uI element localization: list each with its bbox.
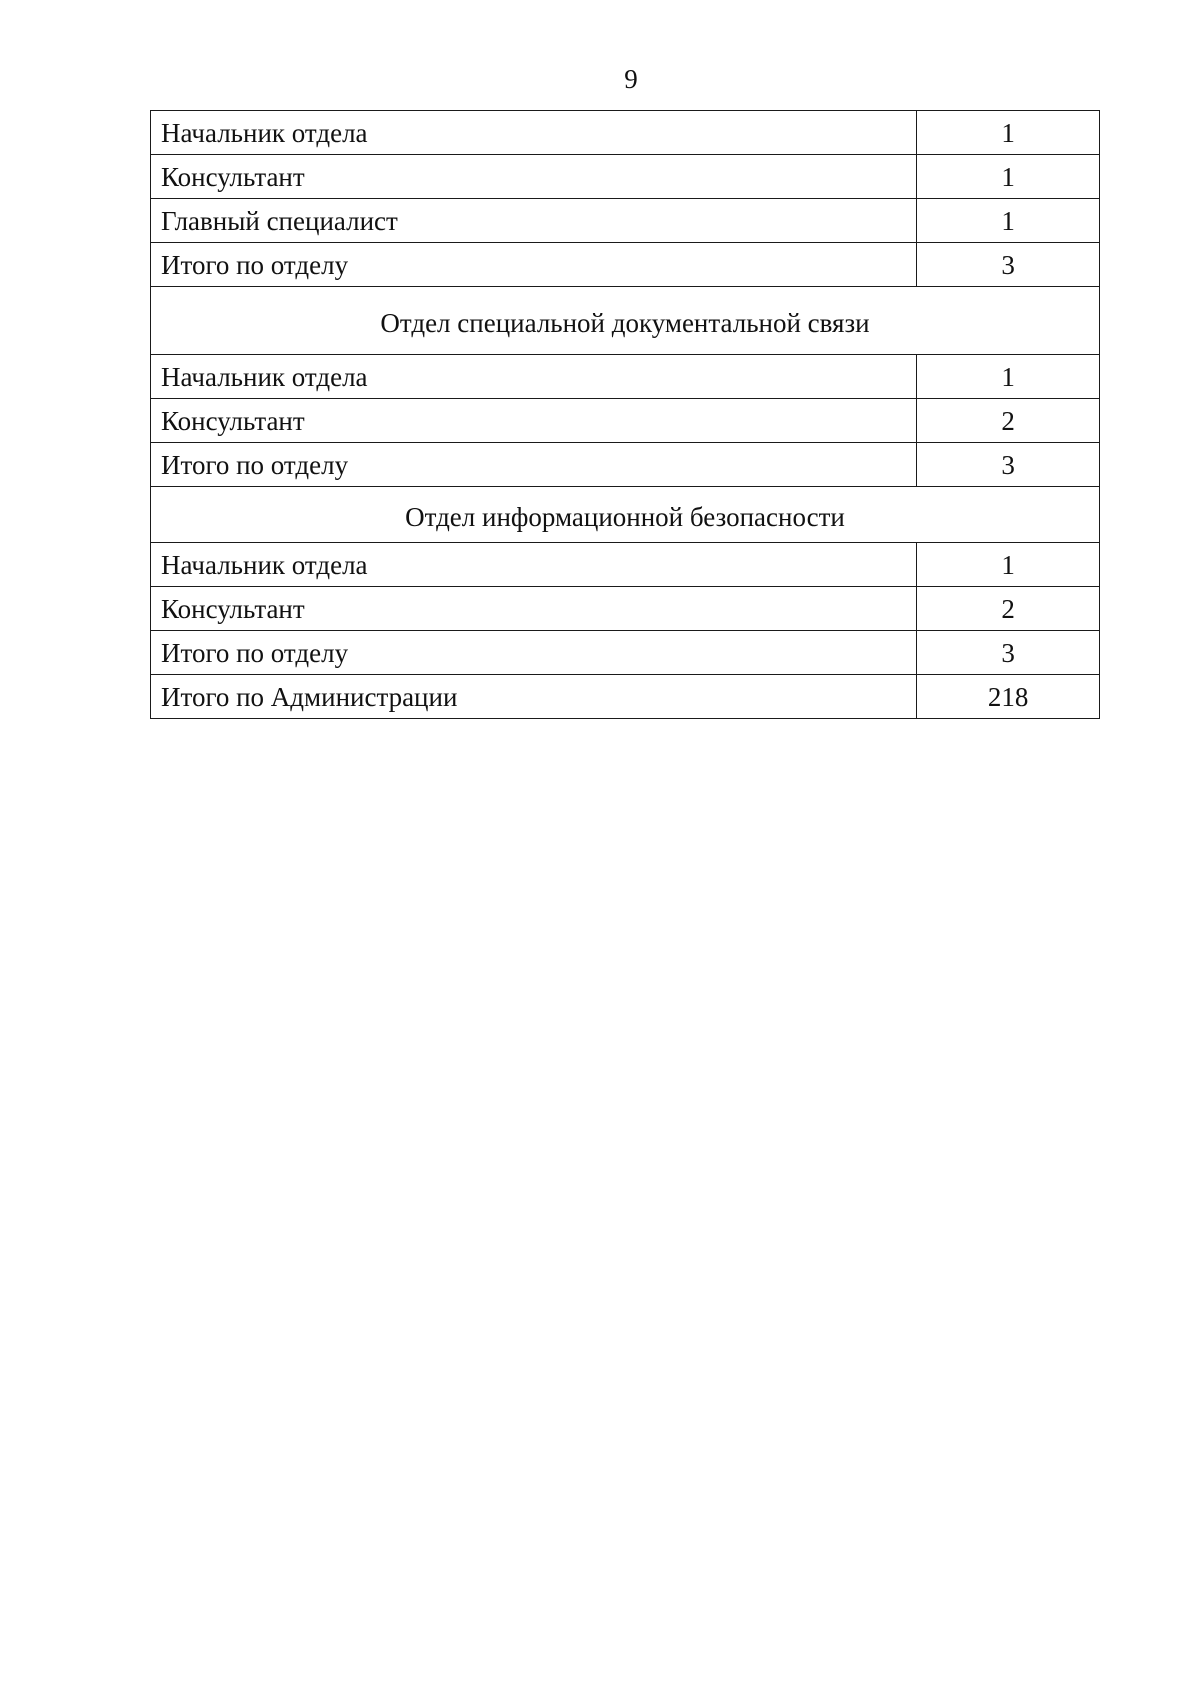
count-cell: 1 — [917, 111, 1100, 155]
count-cell: 2 — [917, 399, 1100, 443]
count-cell: 1 — [917, 155, 1100, 199]
count-cell: 3 — [917, 243, 1100, 287]
staffing-table — [150, 110, 1100, 719]
grand-total-label: Итого по Администрации — [151, 675, 917, 719]
table-row — [151, 355, 1100, 399]
department-heading: Отдел информационной безопасности — [151, 487, 1100, 543]
department-heading-row — [151, 287, 1100, 355]
grand-total-row — [151, 675, 1100, 719]
position-cell: Итого по отделу — [151, 631, 917, 675]
position-cell: Начальник отдела — [151, 111, 917, 155]
table-row — [151, 399, 1100, 443]
table-row — [151, 587, 1100, 631]
department-total-row — [151, 443, 1100, 487]
count-cell: 3 — [917, 443, 1100, 487]
count-cell: 1 — [917, 199, 1100, 243]
grand-total-count: 218 — [917, 675, 1100, 719]
department-total-row — [151, 631, 1100, 675]
position-cell: Начальник отдела — [151, 543, 917, 587]
position-cell: Итого по отделу — [151, 243, 917, 287]
department-heading: Отдел специальной документальной связи — [151, 287, 1100, 355]
position-cell: Консультант — [151, 399, 917, 443]
department-heading-row — [151, 487, 1100, 543]
table-row — [151, 543, 1100, 587]
count-cell: 1 — [917, 355, 1100, 399]
count-cell: 1 — [917, 543, 1100, 587]
position-cell: Главный специалист — [151, 199, 917, 243]
count-cell: 3 — [917, 631, 1100, 675]
table-row — [151, 155, 1100, 199]
page-number: 9 — [624, 64, 638, 94]
table-row — [151, 111, 1100, 155]
department-total-row — [151, 243, 1100, 287]
count-cell: 2 — [917, 587, 1100, 631]
staffing-table-body — [151, 111, 1100, 719]
position-cell: Итого по отделу — [151, 443, 917, 487]
table-row — [151, 199, 1100, 243]
position-cell: Консультант — [151, 587, 917, 631]
position-cell: Консультант — [151, 155, 917, 199]
position-cell: Начальник отдела — [151, 355, 917, 399]
